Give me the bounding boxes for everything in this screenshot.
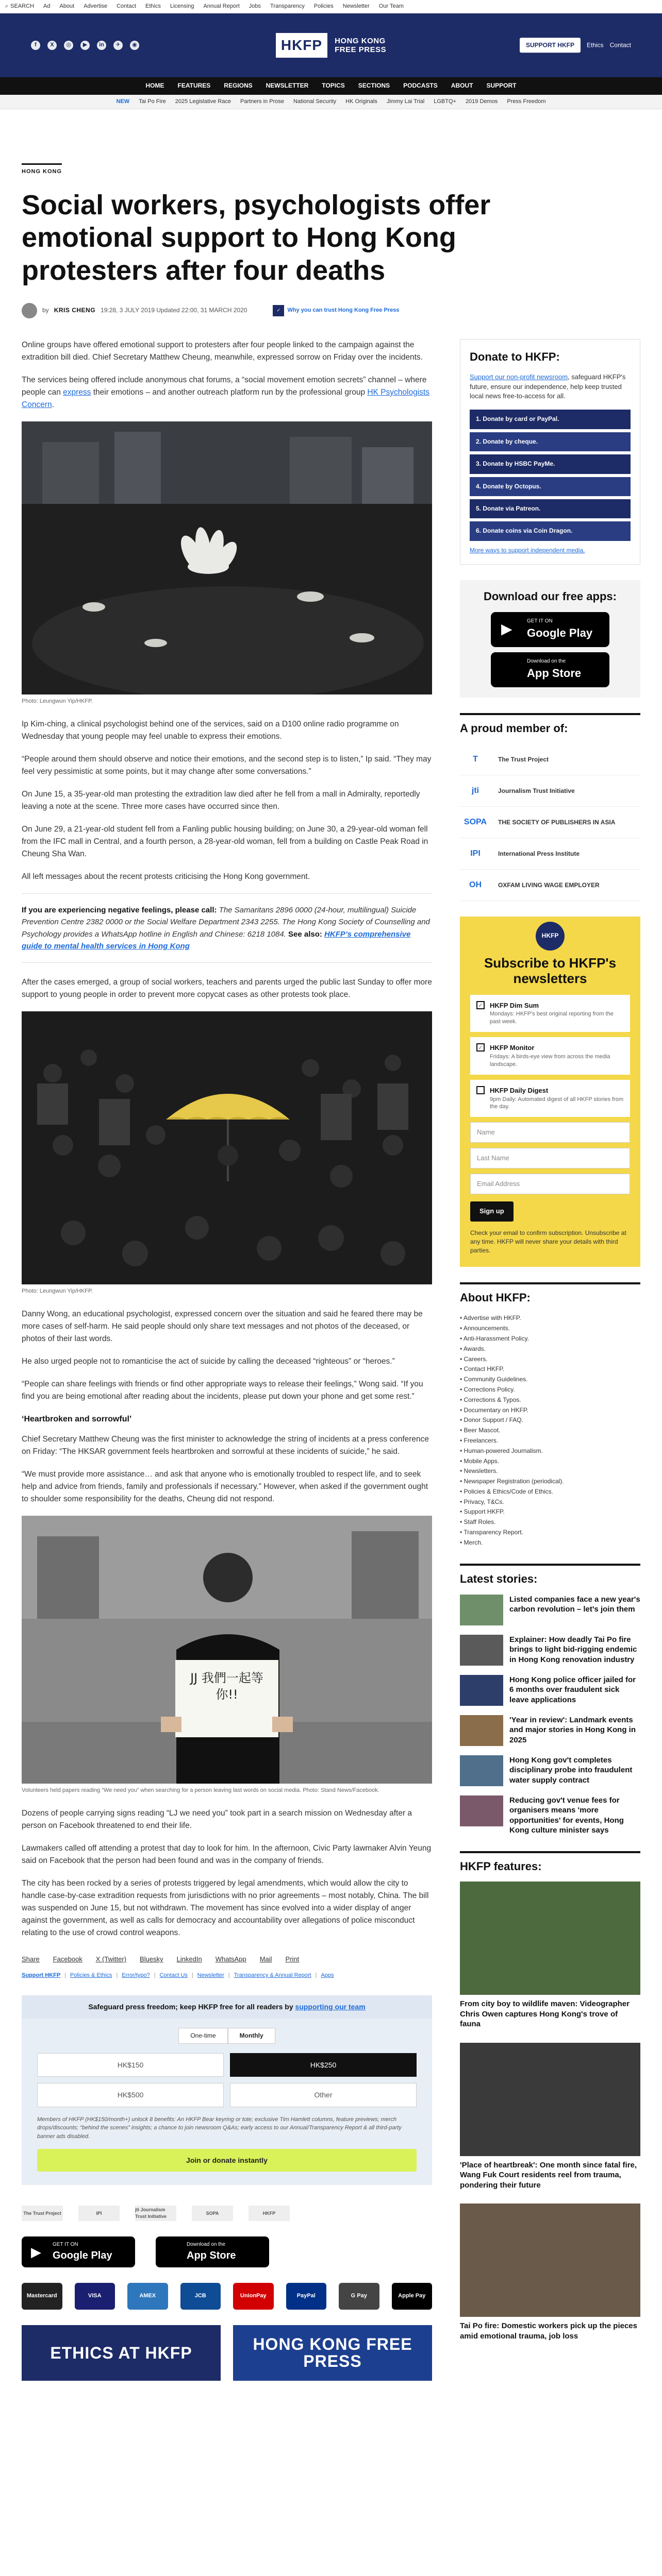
oxfam-logo: OH [469, 880, 482, 890]
story-thumbnail [460, 1755, 503, 1786]
utility-link[interactable]: Our Team [378, 3, 404, 9]
about-link[interactable]: • Corrections Policy. [460, 1385, 515, 1393]
author-avatar [22, 303, 37, 318]
share-mail[interactable]: Mail [259, 1955, 272, 1963]
newsletter-option[interactable]: ✓ HKFP Monitor Fridays: A birds-eye view from across the media landscape. [470, 1037, 630, 1075]
amount-option-selected[interactable]: HK$250 [230, 2053, 417, 2077]
sidebar-members-title: A proud member of: [460, 713, 640, 737]
sidebar-donate-text: Support our non-profit newsroom, safeguard HKFP's future, ensure our independence, help keep trusted local news free-to-access for all. [470, 372, 626, 400]
donate-option[interactable]: 4. Donate by Octopus. [470, 477, 631, 496]
jti-logo[interactable]: jti Journalism Trust Initiative [135, 2206, 176, 2221]
sign-text: JJ 我們一起等你!! [190, 1671, 263, 1702]
newsletter-option[interactable]: ✓ HKFP Dim Sum Mondays: HKFP's best original reporting from the past week. [470, 995, 630, 1032]
story-thumbnail [460, 1635, 503, 1666]
youtube-icon[interactable]: ▶ [80, 41, 90, 50]
ticker-label: NEW [116, 98, 130, 105]
hkfp-promo[interactable]: HONG KONG FREE PRESS [233, 2325, 432, 2381]
about-link[interactable]: • Newspaper Registration (periodical). [460, 1478, 564, 1485]
membership-description: Members of HKFP (HK$150/month+) unlock 8 benefits: An HKFP Bear keyring or tote; exclusive Tim Hamlett columns, feature previews; merch drops/discounts; “behind the scenes” insights; a chance to join newsroom Q&As; early access to our Annual/Transparency Report & all third-party banner ads disabled. [37, 2116, 402, 2140]
header-link[interactable]: Ethics [586, 41, 604, 49]
search-link[interactable]: ⌕ SEARCH [5, 3, 34, 11]
donate-option[interactable]: 2. Donate by cheque. [470, 432, 631, 451]
utility-link[interactable]: Licensing [170, 3, 194, 9]
checkbox[interactable]: ✓ [476, 1043, 485, 1052]
paragraph: Danny Wong, an educational psychologist, expressed concern over the situation and said he feared there may be more cases of self-harm. He said people should only share text messages and not photos of the deceased, or photos of their last words. [22, 1310, 423, 1344]
article-dates: 19:28, 3 JULY 2019 Updated 22:00, 31 MARCH 2020 [101, 307, 247, 314]
nav-item-support[interactable]: SUPPORT [486, 82, 517, 90]
content-layout [22, 339, 640, 2381]
email-field[interactable]: Email Address [470, 1174, 630, 1194]
lotus-vigil-photo [22, 421, 432, 694]
freq-monthly[interactable]: Monthly [228, 2028, 275, 2044]
utility-link[interactable]: Ad [43, 3, 51, 9]
about-link[interactable]: • Community Guidelines. [460, 1376, 528, 1383]
utility-link[interactable]: Jobs [249, 3, 261, 9]
name-field[interactable]: Name [470, 1122, 630, 1143]
footer-link[interactable]: Error/typo? [122, 1972, 150, 1979]
amount-option-other[interactable]: Other [230, 2083, 417, 2107]
utility-link[interactable]: Advertise [84, 3, 108, 9]
newsletter-note: Check your email to confirm subscription. Unsubscribe at any time. HKFP will never share your details with third parties. [470, 1229, 626, 1254]
paragraph: After the cases emerged, a group of social workers, teachers and parents urged the public last Sunday to offer more support to young people in order to prevent more copycat cases as other protests took place. [22, 978, 432, 999]
about-link[interactable]: • Announcements. [460, 1325, 510, 1332]
facebook-icon[interactable]: f [31, 41, 40, 50]
support-newsroom-link[interactable]: Support our non-profit newsroom [470, 372, 568, 381]
volunteer-sign-photo [22, 1516, 432, 1784]
mental-health-guide-link[interactable]: HKFP’s comprehensive guide to mental health services in Hong Kong [22, 929, 411, 951]
jti-logo: jti [471, 786, 479, 795]
payment-methods [22, 2283, 432, 2310]
google-play-button[interactable]: ▶ GET IT ON Google Play [22, 2236, 135, 2267]
checkbox[interactable] [476, 1086, 485, 1094]
share-linkedin[interactable]: LinkedIn [176, 1955, 202, 1963]
share-bluesky[interactable]: Bluesky [140, 1955, 163, 1963]
paragraph: Lawmakers called off attending a protest that day to look for him. In the afternoon, Civic Party lawmaker Alvin Yeung said on Facebook that the person had been found and was in the company of friends. [22, 1844, 432, 1866]
ipi-logo[interactable]: IPI [78, 2206, 120, 2221]
more-ways-link[interactable]: More ways to support independent media. [470, 546, 585, 554]
donate-panel [22, 1995, 432, 2185]
footer-link[interactable]: Newsletter [197, 1972, 224, 1979]
article-photo-sign [22, 1516, 432, 1784]
paragraph: He also urged people not to romanticise the act of suicide by calling the deceased “righteous” or “heroes.” [22, 1357, 395, 1366]
last-name-field[interactable]: Last Name [470, 1148, 630, 1168]
story-thumbnail [460, 1675, 503, 1706]
utility-link[interactable]: Annual Report [203, 3, 240, 9]
donate-option[interactable]: 1. Donate by card or PayPal. [470, 410, 631, 429]
helpbox-lead: If you are experiencing negative feelings, please call: [22, 906, 217, 915]
share-facebook[interactable]: Facebook [53, 1955, 82, 1963]
checkbox[interactable]: ✓ [476, 1001, 485, 1009]
app-store-button[interactable]: Download on the App Store [156, 2236, 269, 2267]
page-container [22, 109, 640, 2381]
ipi-logo: IPI [470, 849, 481, 858]
about-link[interactable]: • Freelancers. [460, 1436, 499, 1444]
amount-option[interactable]: HK$150 [37, 2053, 224, 2077]
member-item[interactable]: SOPA THE SOCIETY OF PUBLISHERS IN ASIA [460, 807, 640, 838]
ticker-item[interactable]: Press Freedom [507, 98, 546, 105]
share-whatsapp[interactable]: WhatsApp [215, 1955, 246, 1963]
telegram-icon[interactable]: ✈ [113, 41, 123, 50]
feature-story[interactable]: Tai Po fire: Domestic workers pick up the pieces amid emotional trauma, job loss [460, 2204, 640, 2341]
hkfp-footer-logo[interactable]: HKFP [249, 2206, 290, 2221]
sidebar-latest-title: Latest stories: [460, 1564, 640, 1587]
paragraph: All left messages about the recent protests criticising the Hong Kong government. [22, 872, 310, 882]
nav-item-podcasts[interactable]: PODCASTS [403, 82, 438, 90]
sidebar-latest [460, 1564, 640, 1836]
amount-option[interactable]: HK$500 [37, 2083, 224, 2107]
sidebar-members [460, 713, 640, 901]
site-logo[interactable] [276, 33, 386, 58]
donation-amounts [22, 2053, 432, 2107]
latest-story[interactable]: Listed companies face a new year's carbon revolution – let's join them [460, 1595, 640, 1625]
about-link[interactable]: • Privacy, T&Cs. [460, 1498, 504, 1505]
paragraph: Chief Secretary Matthew Cheung was the first minister to acknowledge the string of incidents at a press conference on Friday: “The HKSAR government feels heartbroken and sorrowful at these incidents of suicide,” he said. [22, 1435, 429, 1456]
ticker-item[interactable]: 2019 Demos [465, 98, 498, 105]
ticker-item[interactable]: Jimmy Lai Trial [386, 98, 425, 105]
share-print[interactable]: Print [285, 1955, 300, 1963]
paragraph: On June 15, a 35-year-old man protesting the extradition law died after he fell from a mall in Admiralty, reportedly leaving a note at the scene. Three more cases have occurred since then. [22, 789, 420, 811]
utility-bar [0, 0, 662, 13]
x-icon[interactable]: X [47, 41, 57, 50]
paragraph: Ip Kim-ching, a clinical psychologist behind one of the services, said on a D100 online radio programme on Wednesday that young people may feel unable to express their emotions. [22, 719, 399, 741]
donate-option[interactable]: 5. Donate via Patreon. [470, 499, 631, 518]
author-name[interactable]: KRIS CHENG [54, 307, 96, 314]
latest-story[interactable]: 'Year in review': Landmark events and major stories in Hong Kong in 2025 [460, 1715, 640, 1746]
article-subhead: ‘Heartbroken and sorrowful’ [22, 1415, 132, 1424]
article-headline: Social workers, psychologists offer emotional support to Hong Kong protesters after four deaths [22, 189, 491, 286]
nav-item-features[interactable]: FEATURES [177, 82, 211, 90]
paragraph: On June 29, a 21-year-old student fell from a Fanling public housing building; on June 30, a 29-year-old woman fell from the IFC mall in Central, and a fourth person, a 28-year-old woman, fell from a building on Castle Peak Road in Cheung Sha Wan. [22, 825, 428, 859]
ticker-item[interactable]: National Security [293, 98, 337, 105]
ticker-item[interactable]: 2025 Legislative Race [175, 98, 231, 105]
apple-icon [165, 2245, 179, 2259]
utility-link[interactable]: Transparency [270, 3, 305, 9]
freq-one-time[interactable]: One-time [178, 2028, 227, 2044]
about-link[interactable]: • Awards. [460, 1345, 486, 1352]
jcb-icon: JCB [180, 2283, 221, 2310]
trust-icon: ✓ [273, 305, 284, 316]
paypal-icon: PayPal [286, 2283, 327, 2310]
sidebar-google-play-button[interactable]: ▶ GET IT ON Google Play [491, 612, 609, 647]
sopa-logo[interactable]: SOPA [192, 2206, 233, 2221]
header-actions [520, 38, 631, 53]
sidebar-apps [460, 580, 640, 698]
join-donate-button[interactable]: Join or donate instantly [37, 2149, 417, 2172]
google-play-icon: ▶ [31, 2244, 41, 2260]
feature-image [460, 1882, 640, 1995]
paragraph: Dozens of people carrying signs reading “LJ we need you” took part in a search mission on Wednesday after a person on Facebook threatened to end their life. [22, 1809, 412, 1831]
linkedin-icon[interactable]: in [97, 41, 106, 50]
sidebar-donate-title: Donate to HKFP: [470, 350, 560, 363]
instagram-icon[interactable]: ◎ [64, 41, 73, 50]
latest-story[interactable]: Reducing gov't venue fees for organisers means 'more opportunities' for events, Hong Kong culture minister says [460, 1795, 640, 1836]
utility-link[interactable]: Ethics [145, 3, 161, 9]
hk-psychologists-link[interactable]: HK Psychologists Concern [22, 387, 429, 409]
nav-item-regions[interactable]: REGIONS [224, 82, 253, 90]
about-link[interactable]: • Staff Roles. [460, 1518, 496, 1526]
about-link[interactable]: • Merch. [460, 1538, 483, 1546]
ethics-promo[interactable]: ETHICS AT HKFP [22, 2325, 221, 2381]
sign-up-button[interactable]: Sign up [470, 1201, 514, 1222]
about-link[interactable]: • Beer Mascot. [460, 1427, 501, 1434]
about-link[interactable]: • Advertise with HKFP. [460, 1314, 521, 1322]
amex-icon: AMEX [127, 2283, 168, 2310]
story-thumbnail [460, 1715, 503, 1746]
about-link[interactable]: • Human-powered Journalism. [460, 1447, 543, 1454]
trust-project-logo: T [473, 755, 478, 764]
helpbox-see-also: See also: [286, 929, 325, 939]
footer-link[interactable]: Contact Us [159, 1972, 188, 1979]
about-link[interactable]: • Corrections & Typos. [460, 1396, 521, 1403]
sidebar-app-store-button[interactable]: Download on the App Store [491, 652, 609, 687]
paragraph: The city has been rocked by a series of protests triggered by legal amendments, which would allow the city to handle case-by-case extradition requests from jurisdictions with no prior agreements – most notably, China. The bill was suspended on June 15, but not withdrawn. The movement has since evolved into a wider display of anger against the government, as well as calls for democracy and accountability over allegations of police misconduct relating to the use of crowd control weapons. [22, 1879, 429, 1938]
nav-item-about[interactable]: ABOUT [451, 82, 473, 90]
nav-item-newsletter[interactable]: NEWSLETTER [266, 82, 309, 90]
sidebar-donate [460, 339, 640, 565]
ticker-item[interactable]: LGBTQ+ [434, 98, 456, 105]
about-link[interactable]: • Support HKFP. [460, 1508, 505, 1516]
donation-frequency [22, 2028, 432, 2044]
about-link[interactable]: • Careers. [460, 1355, 488, 1363]
feature-story[interactable]: 'Place of heartbreak': One month since fatal fire, Wang Fuk Court residents reel from trauma, pondering their future [460, 2043, 640, 2191]
latest-story[interactable]: Explainer: How deadly Tai Po fire brings to light bid-rigging endemic in Hong Kong renovation industry [460, 1635, 640, 1666]
main-nav [0, 77, 662, 95]
sidebar [460, 339, 640, 2381]
about-link[interactable]: • Contact HKFP. [460, 1365, 505, 1373]
feature-image [460, 2204, 640, 2317]
sidebar-features-title: HKFP features: [460, 1851, 640, 1875]
paragraph: “People can share feelings with friends or find other appropriate ways to release their feelings,” Wong said. “If you find you are being emotional after reading about the incidents, please put down your phone and get some rest.” [22, 1380, 423, 1401]
about-link[interactable]: • Anti-Harassment Policy. [460, 1334, 529, 1342]
rss-icon[interactable]: ◉ [130, 41, 139, 50]
mastercard-icon: Mastercard [22, 2283, 62, 2310]
mental-health-helpbox [22, 893, 432, 963]
nav-item-home[interactable]: HOME [145, 82, 164, 90]
site-header [0, 13, 662, 77]
member-item[interactable]: IPI International Press Institute [460, 838, 640, 870]
latest-story[interactable]: Hong Kong gov't completes disciplinary probe into fraudulent water supply contract [460, 1755, 640, 1786]
paragraph: “People around them should observe and notice their emotions, and the second step is to listen,” Ip said. “They may feel very pessimistic at some points, but it may change after some conversations.” [22, 754, 432, 776]
newsletter-option[interactable]: HKFP Daily Digest 9pm Daily: Automated digest of all HKFP stories from the day. [470, 1080, 630, 1117]
byline [22, 303, 640, 318]
paragraph: Online groups have offered emotional support to protesters after four people linked to the campaign against the extradition bill died. Chief Secretary Matthew Cheung, meanwhile, expressed sorrow on Friday over the incidents. [22, 340, 423, 362]
story-thumbnail [460, 1595, 503, 1625]
paragraph: “We must provide more assistance… and ask that anyone who is emotionally troubled to respect life, and to seek help and advice from friends, family and professionals if necessary.” However, when asked if the government ought to shoulder some responsibility for the deaths, Cheung did not respond. [22, 1470, 428, 1504]
share-twitter[interactable]: X (Twitter) [95, 1955, 127, 1963]
about-link[interactable]: • Mobile Apps. [460, 1457, 500, 1465]
nav-item-sections[interactable]: SECTIONS [358, 82, 390, 90]
social-links [31, 41, 139, 50]
member-item[interactable]: T The Trust Project [460, 744, 640, 775]
footer-app-stores [22, 2236, 432, 2267]
about-link[interactable]: • Donor Support / FAQ. [460, 1416, 523, 1424]
trust-project-logo[interactable]: The Trust Project [22, 2206, 63, 2221]
about-link[interactable]: • Documentary on HKFP. [460, 1406, 528, 1414]
share-label: Share [22, 1955, 40, 1963]
latest-story[interactable]: Hong Kong police officer jailed for 6 months over fraudulent sick leave applications [460, 1675, 640, 1706]
feature-image [460, 2043, 640, 2156]
utility-link[interactable]: Policies [313, 3, 334, 9]
utility-link[interactable]: Contact [117, 3, 137, 9]
article-body [22, 339, 432, 2381]
apple-pay-icon: Apple Pay [392, 2283, 433, 2310]
photo-caption: Photo: Leungwun Yip/HKFP. [22, 1288, 93, 1295]
topic-ticker [0, 95, 662, 109]
logo-wordmark: HONG KONG FREE PRESS [335, 36, 387, 54]
article-photo-lotus [22, 421, 432, 694]
google-play-icon: ▶ [501, 620, 512, 637]
ticker-item[interactable]: HK Originals [345, 98, 377, 105]
feature-story[interactable]: From city boy to wildlife maven: Videographer Chris Owen captures Hong Kong's trove of fauna [460, 1882, 640, 2029]
sidebar-about [460, 1282, 640, 1548]
newsletter-signup [460, 917, 640, 1267]
donate-option[interactable]: 6. Donate coins via Coin Dragon. [470, 521, 631, 540]
unionpay-icon: UnionPay [233, 2283, 274, 2310]
about-link[interactable]: • Policies & Ethics/Code of Ethics. [460, 1487, 553, 1495]
google-pay-icon: G Pay [339, 2283, 379, 2310]
footer-link[interactable]: Support HKFP [22, 1972, 61, 1979]
newsletter-badge: HKFP [536, 922, 565, 951]
share-bar [22, 1955, 432, 1964]
about-link[interactable]: • Newsletters. [460, 1467, 498, 1475]
search-icon: ⌕ [5, 3, 9, 9]
byline-prefix: by [42, 307, 49, 314]
logo-mark: HKFP [276, 33, 327, 58]
footer-link[interactable]: Transparency & Annual Report [234, 1972, 311, 1979]
story-thumbnail [460, 1795, 503, 1826]
nav-item-topics[interactable]: TOPICS [322, 82, 345, 90]
article-photo-umbrella [22, 1011, 432, 1284]
newsletter-title: Subscribe to HKFP's newsletters [484, 955, 617, 986]
sidebar-features [460, 1851, 640, 2342]
sidebar-apps-title: Download our free apps: [484, 590, 617, 603]
article-footer-links: Support HKFP | Policies & Ethics | Error/typo? | Contact Us | Newsletter | Transparency & Annual Report | Apps [22, 1972, 432, 1980]
helpbox-hotlines: The Samaritans 2896 0000 (24-hour, multilingual) Suicide Prevention Centre 2382 0000 or the Social Welfare Department 2343 2255. The Hong Kong Society of Counselling and Psychology provides a WhatsApp hotline in English and Chinese: 6218 1084. [22, 906, 430, 939]
support-hkfp-button[interactable]: SUPPORT HKFP [520, 38, 581, 53]
trust-link[interactable]: ✓ Why you can trust Hong Kong Free Press [273, 305, 399, 316]
donate-option[interactable]: 3. Donate by HSBC PayMe. [470, 454, 631, 473]
support-team-link[interactable]: supporting our team [295, 2003, 366, 2011]
promo-banners [22, 2325, 432, 2381]
footer-link[interactable]: Apps [321, 1972, 334, 1979]
utility-link[interactable]: About [59, 3, 75, 9]
header-link[interactable]: Contact [609, 41, 631, 49]
utility-link[interactable]: Newsletter [342, 3, 370, 9]
about-links [460, 1313, 640, 1548]
sidebar-about-title: About HKFP: [460, 1282, 640, 1306]
donate-panel-heading: Safeguard press freedom; keep HKFP free for all readers by supporting our team [22, 1995, 432, 2018]
visa-icon: VISA [75, 2283, 115, 2310]
about-link[interactable]: • Transparency Report. [460, 1529, 523, 1536]
photo-caption: Volunteers held papers reading “We need you” when searching for a person leaving last words on social media. Photo: Stand News/Facebook. [22, 1787, 379, 1794]
footer-partner-logos [22, 2206, 432, 2221]
footer-link[interactable]: Policies & Ethics [70, 1972, 112, 1979]
member-item[interactable]: OH OXFAM LIVING WAGE EMPLOYER [460, 870, 640, 901]
express-link[interactable]: express [63, 387, 91, 397]
paragraph: The services being offered include anonymous chat forums, a “social movement emotion secrets” channel – where people can express their emotions – and another outreach platform run by the professional group HK Psychologists Concern. [22, 375, 429, 409]
sopa-logo: SOPA [464, 818, 487, 827]
section-label[interactable]: HONG KONG [22, 163, 62, 176]
protest-crowd-photo [22, 1011, 432, 1284]
ticker-item[interactable]: Tai Po Fire [139, 98, 166, 105]
member-item[interactable]: jti Journalism Trust Initiative [460, 775, 640, 807]
ticker-item[interactable]: Partners in Prose [240, 98, 284, 105]
photo-caption: Photo: Leungwun Yip/HKFP. [22, 698, 93, 704]
